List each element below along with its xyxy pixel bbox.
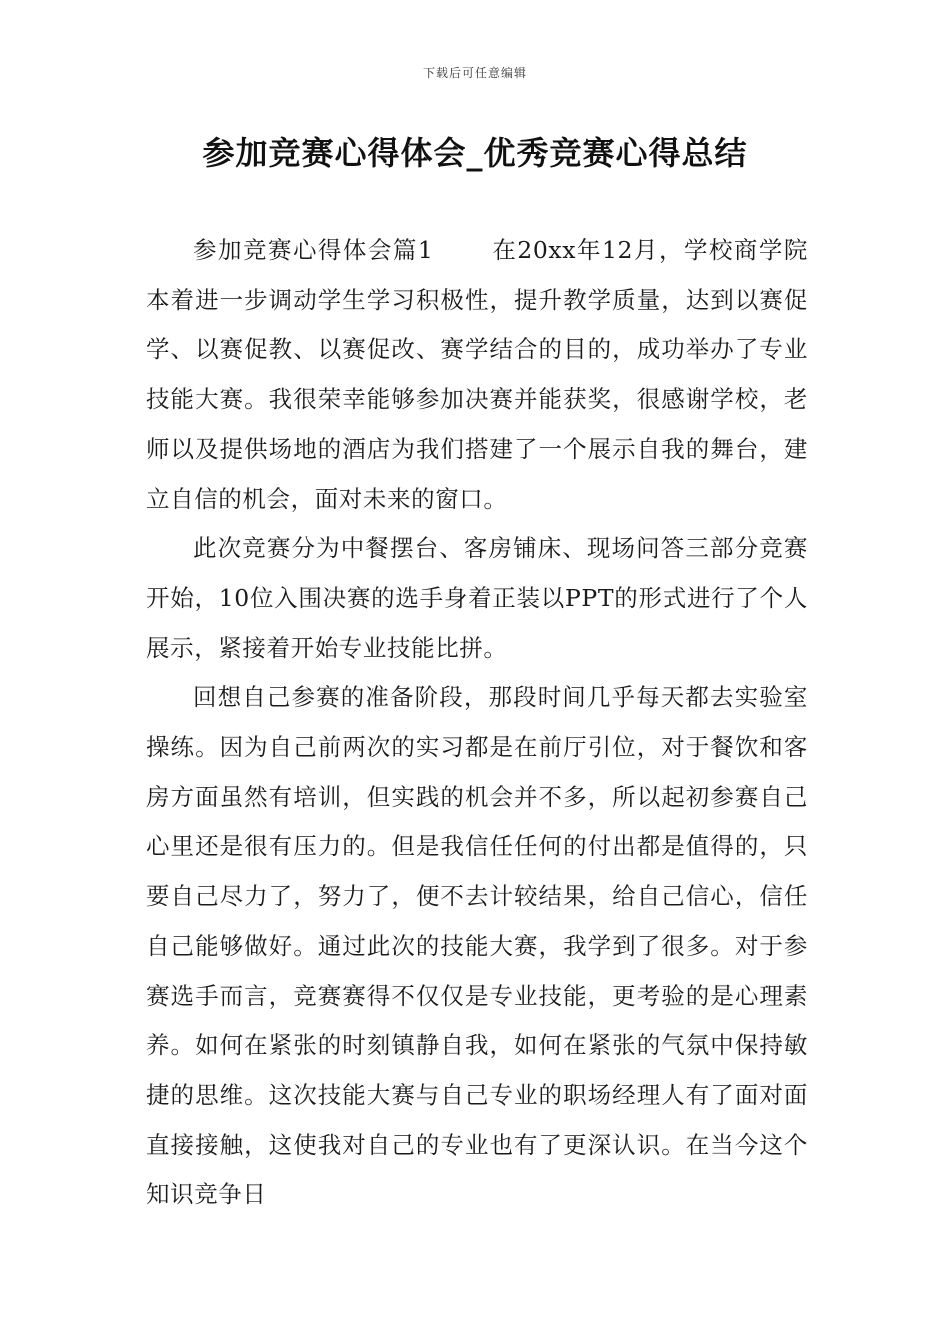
document-title: 参加竞赛心得体会_优秀竞赛心得总结 <box>202 134 748 172</box>
paragraph-1 <box>146 226 808 524</box>
paragraph-2: 此次竞赛分为中餐摆台、客房铺床、现场问答三部分竞赛开始，10位入围决赛的选手身着正装以PPT的形式进行了个人展示，紧接着开始专业技能比拼。 <box>146 534 808 662</box>
header-note: 下载后可任意编辑 <box>422 66 527 80</box>
paragraph-3: 回想自己参赛的准备阶段，那段时间几乎每天都去实验室操练。因为自己前两次的实习都是在前厅引位，对于餐饮和客房方面虽然有培训，但实践的机会并不多，所以起初参赛自己心里还是很有压力的。但是我信任任何的付出都是值得的，只要自己尽力了，努力了，便不去计较结果，给自己信心，信任自己能够做好。通过此次的技能大赛，我学到了很多。对于参赛选手而言，竞赛赛得不仅仅是专业技能，更考验的是心理素养。如何在紧张的时刻镇静自我，如何在紧张的气氛中保持敏捷的思维。这次技能大赛与自己专业的职场经理人有了面对面直接接触，这使我对自己的专业也有了更深认识。在当今这个知识竞争日 <box>146 683 808 1209</box>
paragraph-1-text: 在20xx年12月，学校商学院本着进一步调动学生学习积极性，提升教学质量，达到以赛促学、以赛促教、以赛促改、赛学结合的目的，成功举办了专业技能大赛。我很荣幸能够参加决赛并能获奖，很感谢学校，老师以及提供场地的酒店为我们搭建了一个展示自我的舞台，建立自信的机会，面对未来的窗口。 <box>146 236 809 513</box>
section-label: 参加竞赛心得体会篇1 <box>193 236 434 264</box>
document-body <box>146 226 808 1220</box>
